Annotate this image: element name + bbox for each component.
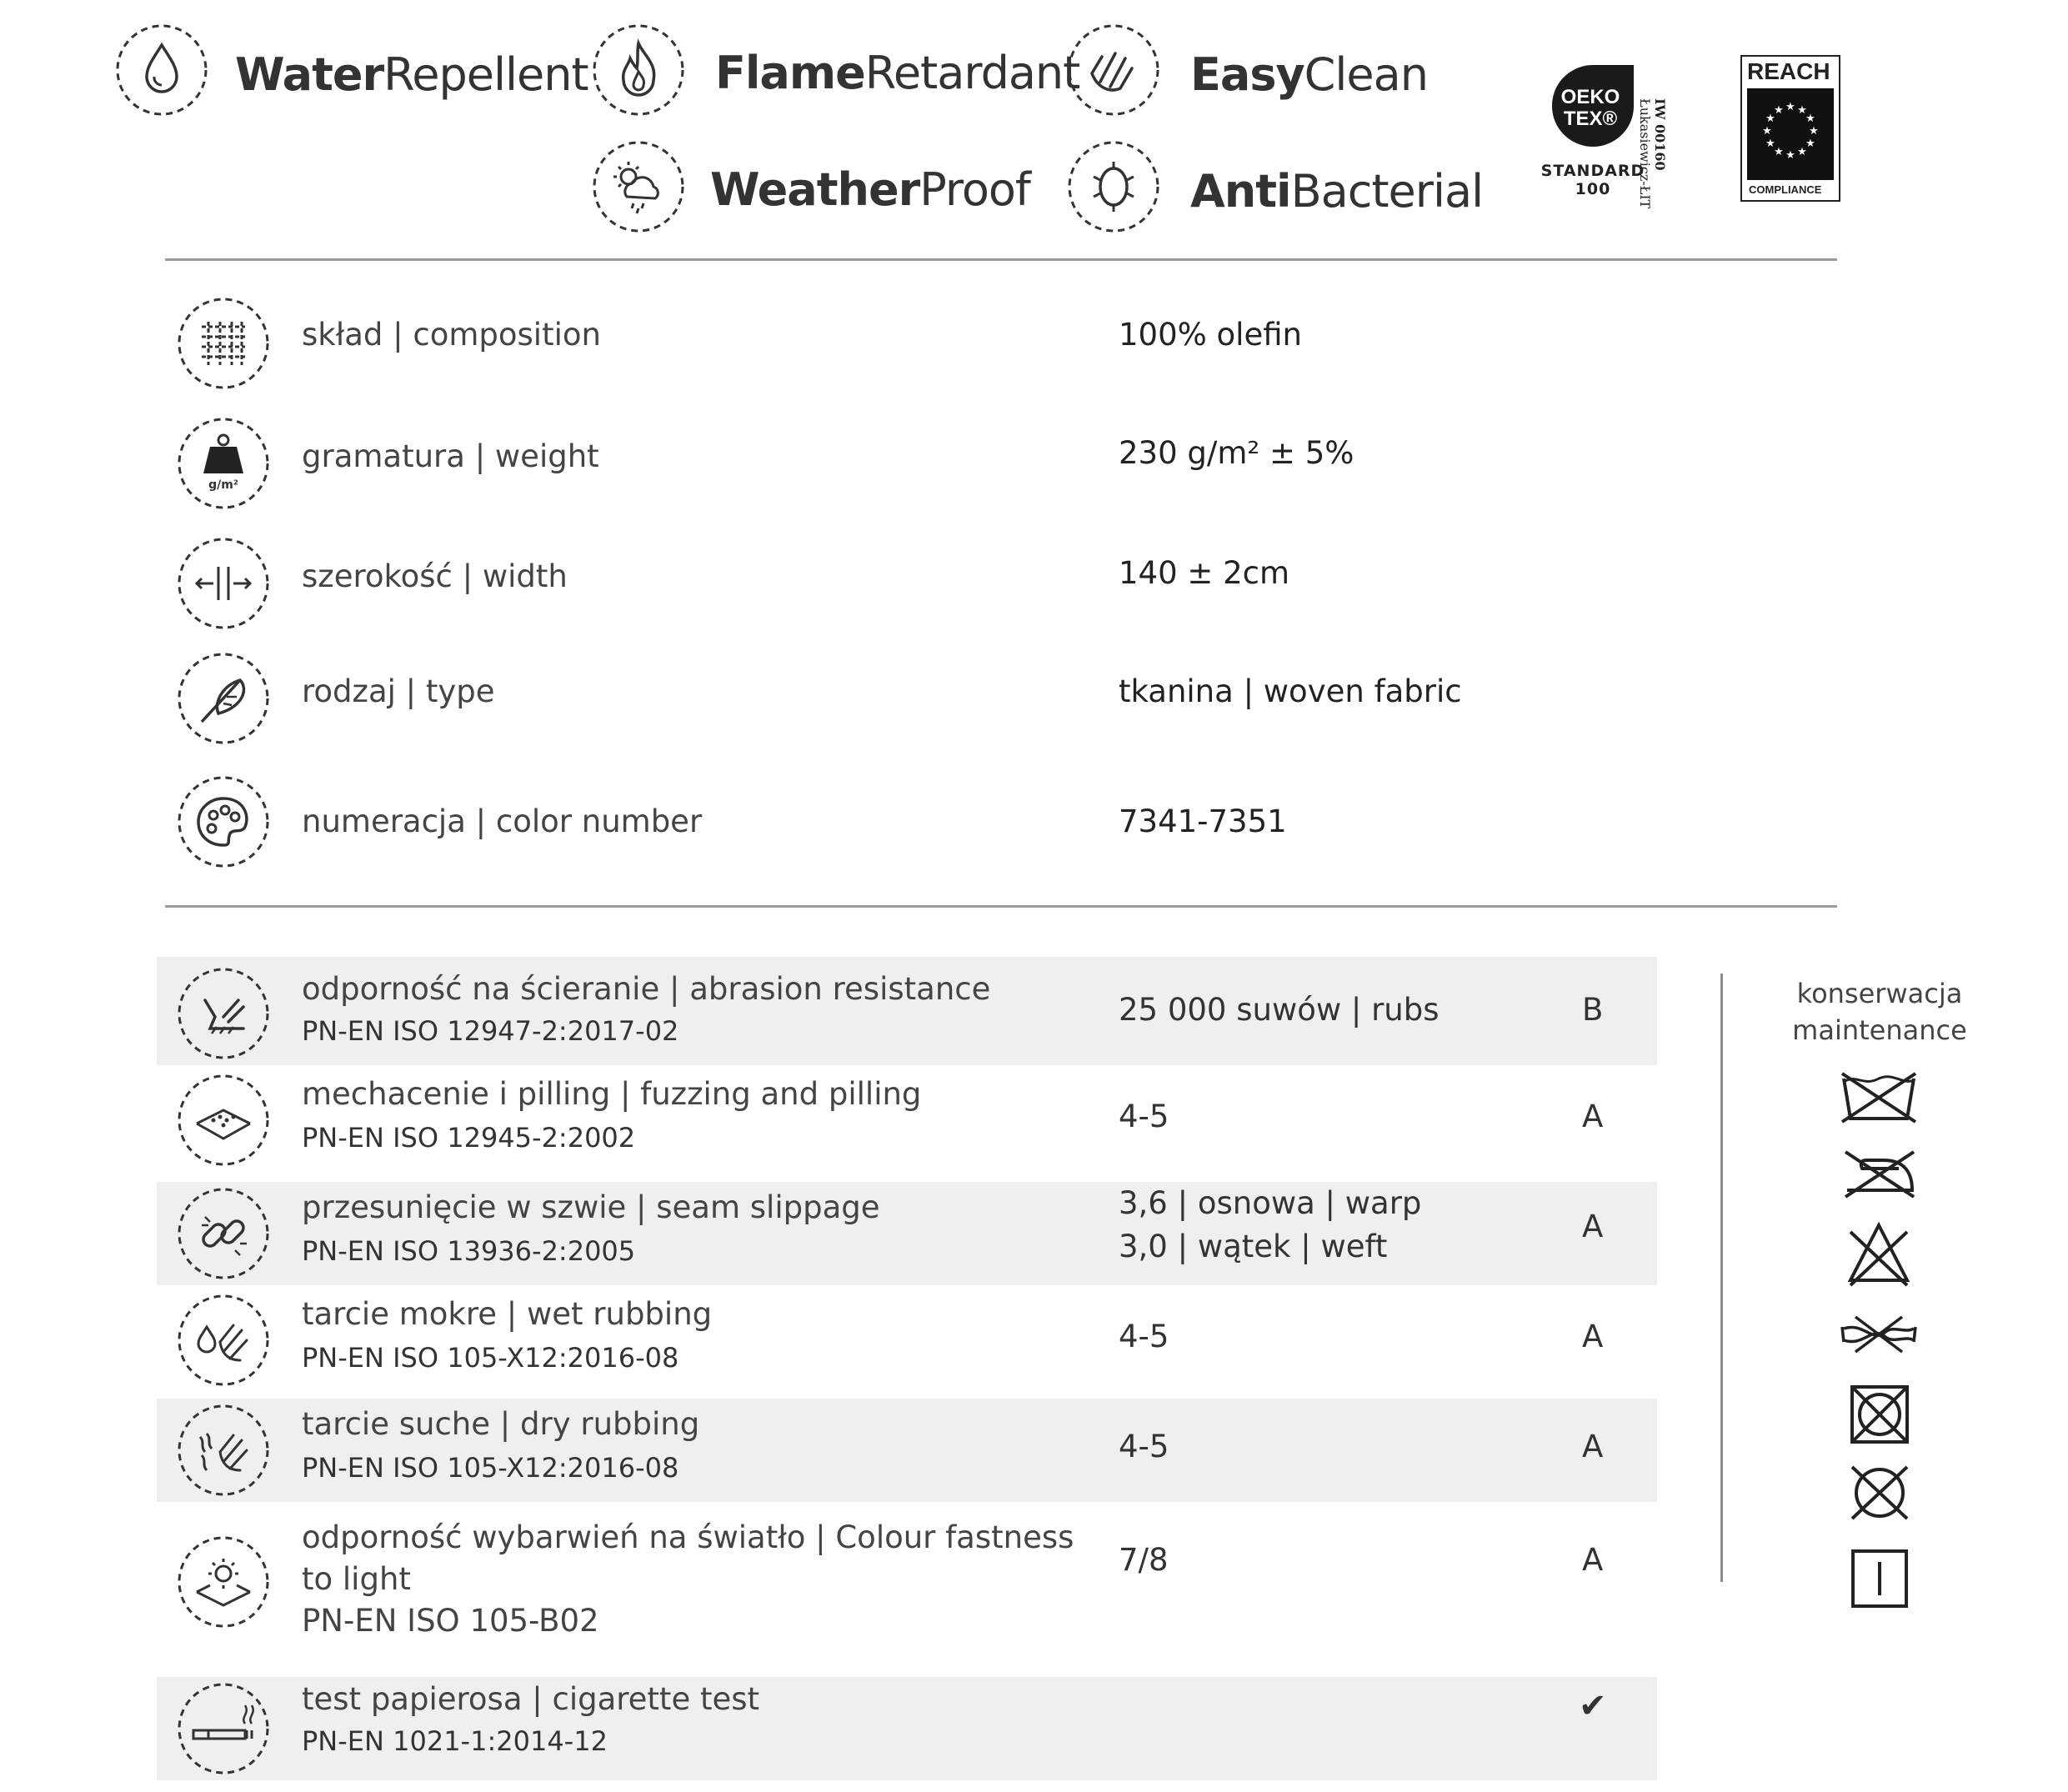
feature-easy-clean: EasyClean	[1190, 48, 1428, 101]
do-not-iron-icon	[1840, 1147, 1919, 1200]
svg-text:★: ★	[1797, 146, 1807, 158]
test-value: 25 000 suwów | rubs	[1119, 992, 1440, 1028]
test-value: 4-5	[1119, 1429, 1169, 1464]
divider-middle	[165, 905, 1837, 908]
abrasion-hand-icon	[177, 967, 270, 1060]
svg-text:★: ★	[1797, 104, 1807, 117]
svg-text:g/m²: g/m²	[208, 478, 238, 492]
test-title: tarcie mokre | wet rubbing	[302, 1296, 713, 1332]
spec-label: gramatura | weight	[302, 438, 599, 474]
reach-logo	[1740, 55, 1840, 202]
test-value: 4-5	[1119, 1099, 1169, 1134]
test-title: odporność na ścieranie | abrasion resistance	[302, 971, 991, 1007]
test-standard: PN-EN ISO 105-X12:2016-08	[302, 1452, 679, 1484]
test-standard: PN-EN ISO 13936-2:2005	[302, 1235, 636, 1267]
test-grade: A	[1582, 1209, 1604, 1244]
svg-text:★: ★	[1762, 125, 1772, 138]
test-standard: PN-EN ISO 12947-2:2017-02	[302, 1015, 679, 1047]
weather-icon	[592, 140, 685, 233]
width-arrows-icon	[177, 537, 270, 630]
test-title: przesunięcie w szwie | seam slippage	[302, 1189, 880, 1225]
palette-icon	[177, 775, 270, 868]
test-title: tarcie suche | dry rubbing	[302, 1406, 700, 1442]
feature-flame-retardant: FlameRetardant	[715, 47, 1080, 99]
spec-value: 100% olefin	[1119, 317, 1302, 353]
water-drop-icon	[115, 23, 208, 117]
spec-value: 230 g/m² ± 5%	[1119, 435, 1354, 471]
svg-text:★: ★	[1765, 138, 1775, 150]
spec-label: szerokość | width	[302, 558, 568, 594]
reach-title: REACH	[1747, 58, 1830, 84]
spec-label: rodzaj | type	[302, 673, 495, 709]
test-standard: PN-EN 1021-1:2014-12	[302, 1725, 608, 1757]
maintenance-heading: konserwacja maintenance	[1792, 978, 1967, 1046]
spec-value: 140 ± 2cm	[1119, 555, 1290, 591]
composition-weave-icon	[177, 297, 270, 390]
svg-text:★: ★	[1809, 125, 1819, 138]
test-standard: PN-EN ISO 105-X12:2016-08	[302, 1342, 679, 1374]
do-not-bleach-icon	[1845, 1220, 1912, 1287]
wiping-hand-icon	[1067, 23, 1160, 117]
feature-weather-proof: WeatherProof	[710, 163, 1030, 216]
spec-value: tkanina | woven fabric	[1119, 673, 1462, 709]
cigarette-icon	[177, 1682, 270, 1775]
do-not-dry-clean-icon	[1847, 1464, 1912, 1522]
spec-label: numeracja | color number	[302, 803, 703, 839]
test-grade: A	[1582, 1099, 1604, 1134]
test-standard: PN-EN ISO 12945-2:2002	[302, 1122, 636, 1154]
test-title-continued: to light	[302, 1561, 411, 1597]
feature-anti-bacterial: AntiBacterial	[1190, 165, 1484, 218]
feather-icon	[177, 652, 270, 745]
svg-text:★: ★	[1774, 104, 1784, 117]
checkmark-icon: ✔	[1579, 1687, 1607, 1725]
test-grade: A	[1582, 1429, 1604, 1464]
broken-link-icon	[177, 1187, 270, 1280]
svg-text:OEKO: OEKO	[1560, 86, 1620, 108]
test-value: 7/8	[1119, 1542, 1169, 1578]
svg-text:★: ★	[1774, 146, 1784, 158]
oeko-tex-badge	[1547, 60, 1639, 152]
feature-water-repellent: WaterRepellent	[235, 48, 588, 101]
svg-text:★: ★	[1785, 101, 1795, 113]
test-grade: B	[1582, 992, 1604, 1028]
test-title: odporność wybarwień na światło | Colour fastness	[302, 1519, 1074, 1555]
test-title: mechacenie i pilling | fuzzing and pilling	[302, 1076, 922, 1112]
wet-rubbing-icon	[177, 1294, 270, 1387]
test-value: 4-5	[1119, 1319, 1169, 1354]
weight-icon	[177, 417, 270, 510]
pilling-icon	[177, 1074, 270, 1167]
dry-rubbing-icon	[177, 1404, 270, 1497]
test-grade: A	[1582, 1542, 1604, 1578]
spec-label: skład | composition	[302, 317, 601, 353]
do-not-wring-icon	[1839, 1314, 1919, 1355]
spec-value: 7341-7351	[1119, 803, 1287, 839]
eu-stars-icon	[1747, 88, 1834, 180]
svg-text:★: ★	[1805, 138, 1815, 150]
line-dry-icon	[1850, 1549, 1909, 1609]
test-standard: PN-EN ISO 105-B02	[302, 1603, 599, 1639]
oeko-tex-standard: STANDARD 100	[1540, 162, 1645, 198]
test-value: 3,6 | osnowa | warp	[1119, 1185, 1422, 1221]
flame-icon	[592, 23, 685, 117]
maintenance-divider	[1720, 974, 1723, 1582]
test-grade: A	[1582, 1319, 1604, 1354]
do-not-wash-icon	[1839, 1070, 1919, 1125]
reach-compliance: COMPLIANCE	[1749, 183, 1822, 196]
divider-top	[165, 258, 1837, 261]
svg-text:★: ★	[1805, 113, 1815, 125]
bacteria-icon	[1067, 140, 1160, 233]
svg-text:TEX®: TEX®	[1563, 108, 1618, 130]
sun-fabric-icon	[177, 1535, 270, 1629]
oeko-tex-code: IW 00160 Łukasiewicz-ŁIT	[1637, 98, 1668, 209]
test-title: test papierosa | cigarette test	[302, 1681, 760, 1717]
svg-text:★: ★	[1785, 149, 1795, 162]
do-not-tumble-dry-icon	[1849, 1384, 1910, 1445]
svg-text:★: ★	[1765, 113, 1775, 125]
test-value-secondary: 3,0 | wątek | weft	[1119, 1229, 1388, 1264]
